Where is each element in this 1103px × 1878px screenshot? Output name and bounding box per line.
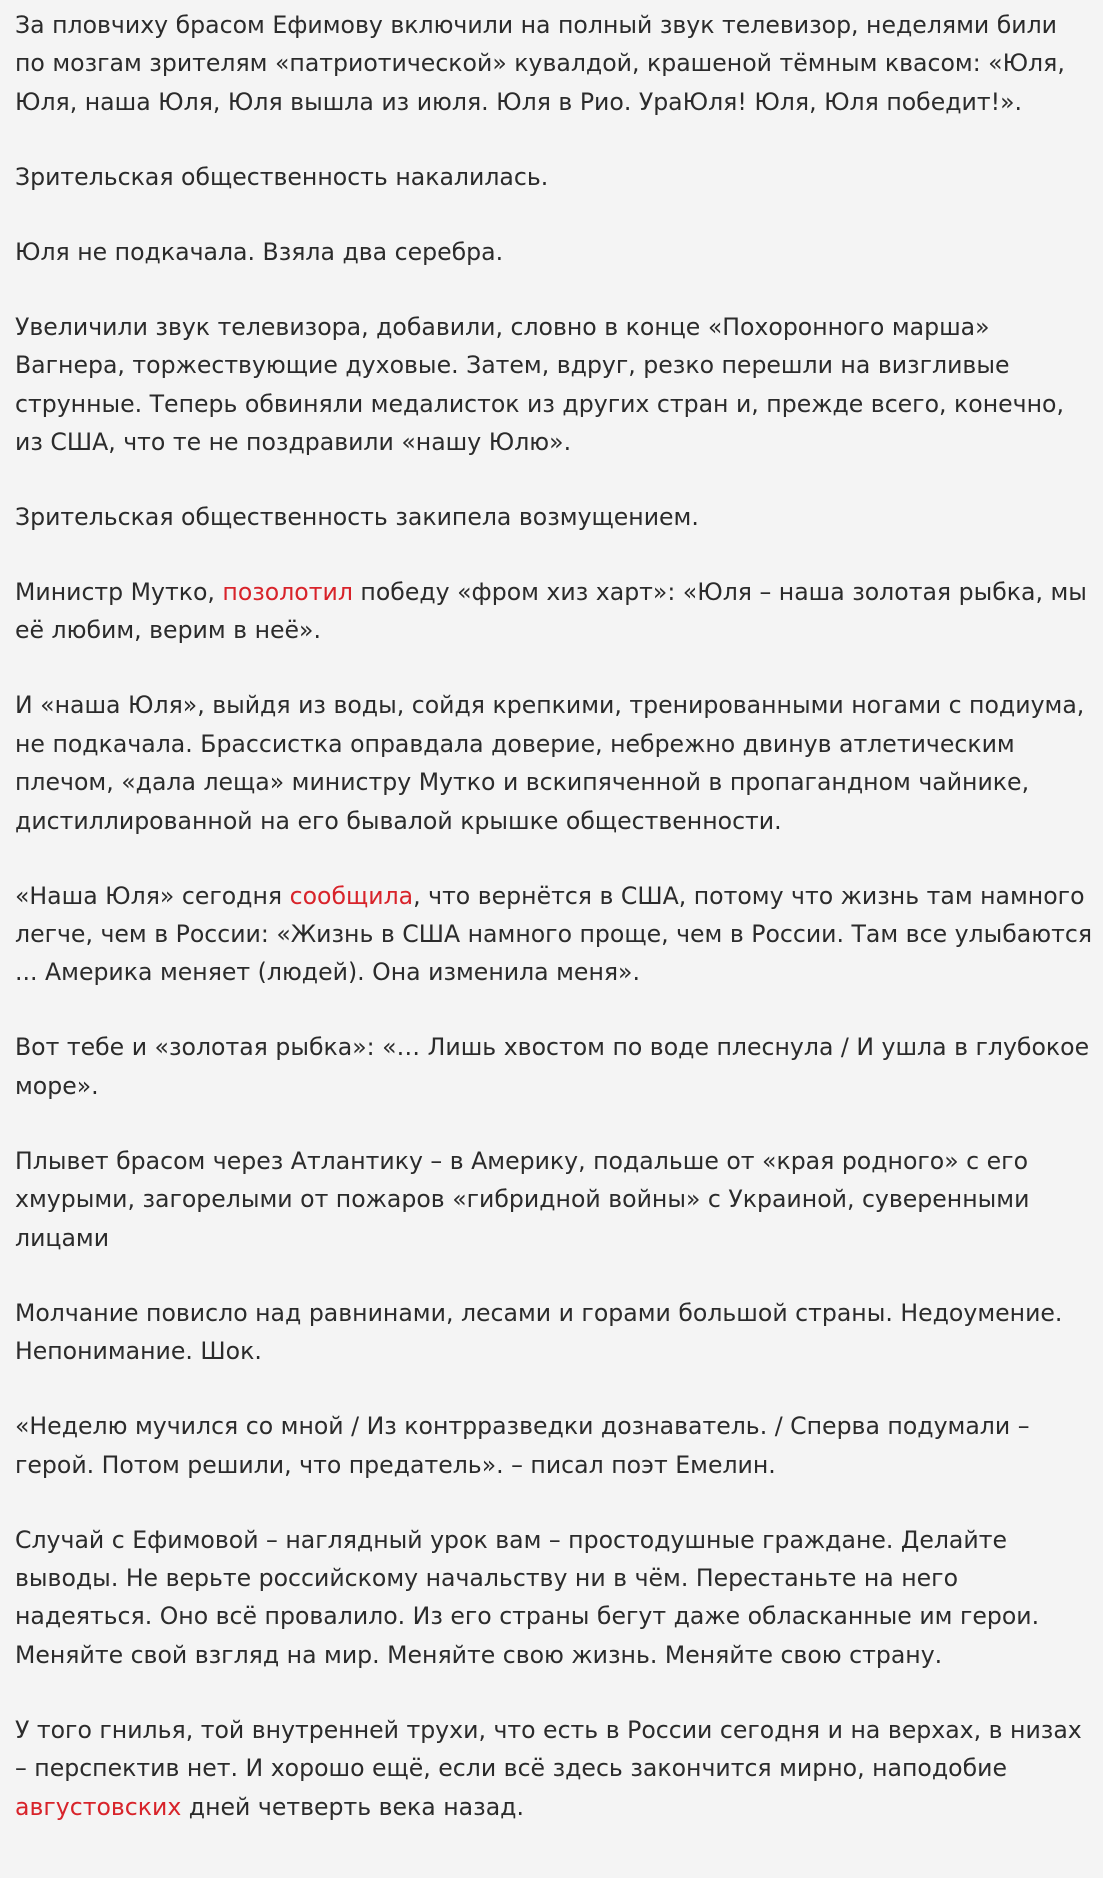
paragraph-14 [15,1711,1093,1826]
paragraph-8-text-before: «Наша Юля» сегодня [15,881,290,910]
link-avgustovskikh[interactable]: августовских [15,1792,182,1821]
paragraph-14-text-before: У того гнилья, той внутренней трухи, что есть в России сегодня и на верхах, в низах – перспектив нет. И хорошо ещё, если всё здесь закончится мирно, наподобие [15,1715,1082,1783]
paragraph-11: Молчание повисло над равнинами, лесами и горами большой страны. Недоумение. Непонимание. Шок. [15,1298,1063,1366]
paragraph-1: За пловчиху брасом Ефимову включили на полный звук телевизор, неделями били по мозгам зрителям «патриотической» кувалдой, крашеной тёмным квасом: «Юля, Юля, наша Юля, Юля вышла из июля. Юля в Рио. УраЮля! Юля, Юля победит!». [15,11,1065,116]
paragraph-8-text-after: , что вернётся в США, потому что жизнь там намного легче, чем в России: «Жизнь в США намного проще, чем в России. Там все улыбаются ... Америка меняет (людей). Она изменила меня». [15,881,1093,987]
paragraph-7: И «наша Юля», выйдя из воды, сойдя крепкими, тренированными ногами с подиума, не подкачала. Брассистка оправдала доверие, небрежно двинув атлетическим плечом, «дала леща» министру Мутко и вскипяченной в пропагандном чайнике, дистиллированной на его бывалой крышке общественности. [15,691,1085,835]
paragraph-4: Увеличили звук телевизора, добавили, словно в конце «Похоронного марша» Вагнера, торжествующие духовые. Затем, вдруг, резко перешли на визгливые струнные. Теперь обвиняли медалисток из других стран и, прежде всего, конечно, из США, что те не поздравили «нашу Юлю». [15,312,1064,457]
paragraph-8 [15,877,1093,992]
paragraph-12: «Неделю мучился со мной / Из контрразведки дознаватель. / Сперва подумали – герой. Потом решили, что предатель». – писал поэт Емелин. [15,1412,1030,1479]
paragraph-3: Юля не подкачала. Взяла два серебра. [15,237,504,266]
paragraph-6-text-before: Министр Мутко, [15,578,223,607]
paragraph-6 [15,573,1093,650]
paragraph-10: Плывет брасом через Атлантику – в Америку, подальше от «края родного» с его хмурыми, загорелыми от пожаров «гибридной войны» с Украиной, суверенными лицами [15,1146,1030,1252]
paragraph-13: Случай с Ефимовой – наглядный урок вам – простодушные граждане. Делайте выводы. Не верьте российскому начальству ни в чём. Перестаньте на него надеяться. Оно всё провалило. Из его страны бегут даже обласканные им герои. Меняйте свой взгляд на мир. Меняйте свою жизнь. Меняйте свою страну. [15,1525,1040,1669]
paragraph-5: Зрительская общественность закипела возмущением. [15,503,699,532]
paragraph-6-text-after: победу «фром хиз харт»: «Юля – наша золотая рыбка, мы её любим, верим в неё». [15,578,1087,645]
paragraph-2: Зрительская общественность накалилась. [15,162,549,191]
paragraph-14-text-after: дней четверть века назад. [181,1792,524,1821]
paragraph-9: Вот тебе и «золотая рыбка»: «… Лишь хвостом по воде плеснула / И ушла в глубокое море». [15,1033,1090,1100]
link-soobshchila[interactable]: сообщила [289,881,414,910]
link-pozolotil[interactable]: позолотил [222,578,353,607]
